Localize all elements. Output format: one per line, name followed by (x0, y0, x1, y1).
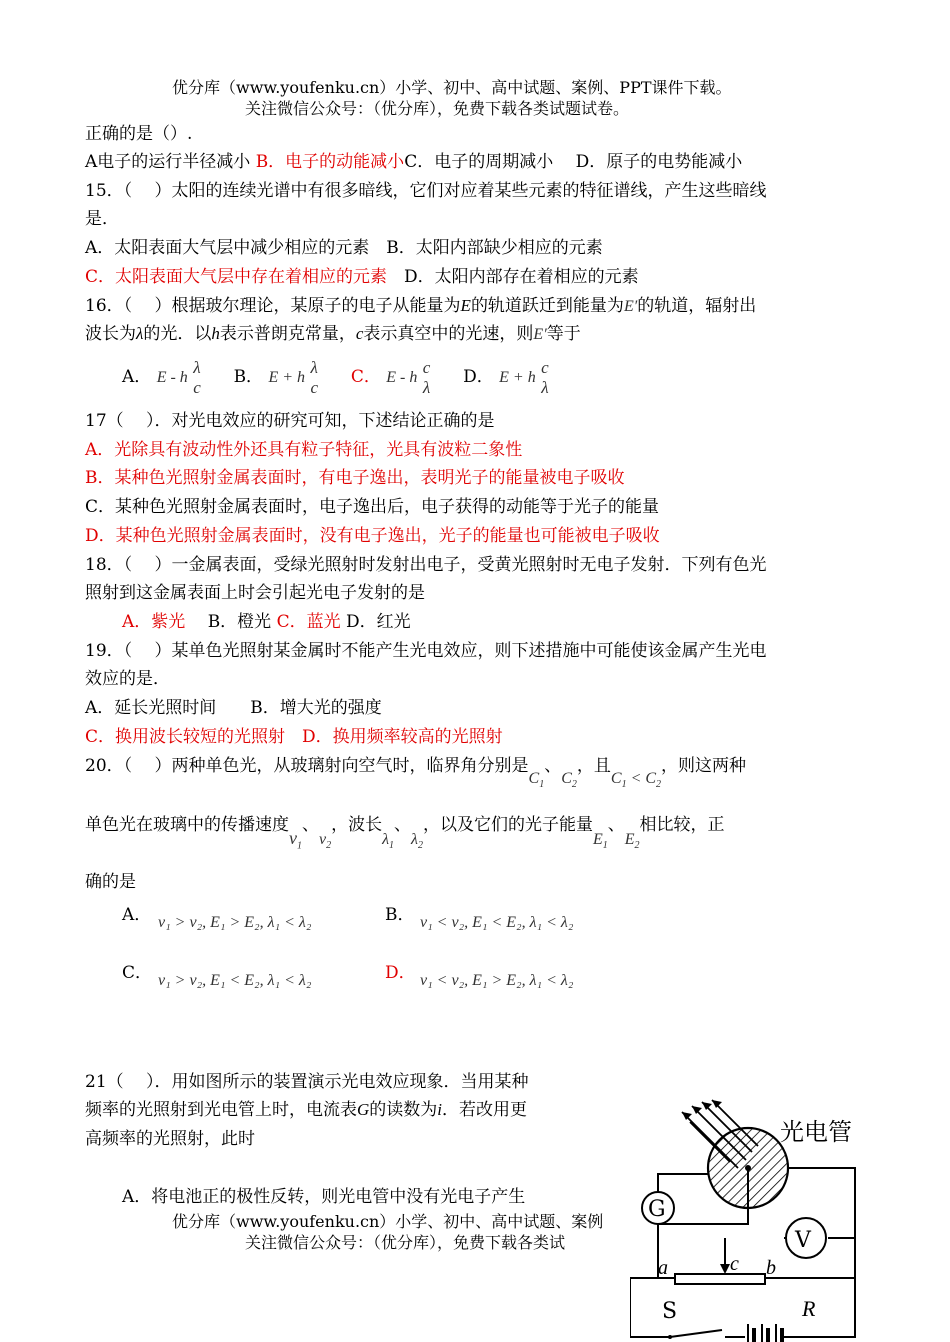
q16-den-d: λ (541, 377, 549, 397)
q19-stem-1: 19．（ ）某单色光照射某金属时不能产生光电效应，则下述措施中可能使该金属产生光电 (85, 641, 767, 661)
q16-text-3: 的轨道，辐射出 (637, 296, 757, 316)
q20-text-4: 单色光在玻璃中的传播速度 (85, 815, 289, 835)
q16-lambda-symbol: λ (136, 324, 144, 343)
photocell-label: 光电管 (780, 1118, 852, 1146)
q16-num-b: λ (310, 357, 318, 377)
rheostat (675, 1274, 765, 1284)
q17-option-b: B．某种色光照射金属表面时，有电子逸出，表明光子的能量被电子吸收 (85, 468, 625, 488)
q20-text-3: ，则这两种 (661, 756, 747, 776)
q21-stem-3: 高频率的光照射，此时 (85, 1129, 255, 1149)
slider-c: c (730, 1253, 739, 1275)
q20-label-d: D． (385, 963, 416, 983)
q16-expr-d: E + h (499, 369, 536, 386)
q21-text-c: ．若改用更 (442, 1100, 528, 1120)
terminal-b: b (766, 1257, 776, 1279)
q20-text-6: ，以及它们的光子能量 (422, 815, 593, 835)
q20-label-b: B． (385, 905, 415, 925)
q14-stem: 正确的是（）. (85, 124, 193, 144)
header-line2: 关注微信公众号：（优分库），免费下载各类试题试卷。 (245, 99, 630, 118)
q15-option-d: D．太阳内部存在着相应的元素 (404, 267, 639, 287)
q16-num-d: c (541, 357, 549, 377)
q16-h-symbol: h (211, 324, 220, 343)
q16-frac-c (423, 358, 431, 398)
header-line1: 优分库（www.youfenku.cn）小学、初中、高中试题、案例、PPT课件下载。 (172, 78, 732, 97)
q16-expr-c: E - h (386, 369, 418, 386)
q20-expr-b: v₁ < v₂, E₁ < E₂, λ₁ < λ₂ (420, 914, 574, 931)
q14-option-a: A电子的运行半径减小 (85, 152, 256, 172)
q20-text-7: 相比较，正 (639, 815, 725, 835)
q16-eprime-symbol: E′ (623, 298, 638, 315)
switch-label: S (662, 1299, 678, 1324)
q14-option-cd: C．电子的周期减小 D．原子的电势能减小 (404, 152, 743, 172)
q16-c-symbol: c (355, 324, 364, 343)
q16-text-7: 表示真空中的光速，则 (363, 324, 534, 344)
photoelectric-circuit-diagram (630, 1092, 860, 1342)
q20-label-a: A． (122, 905, 152, 925)
q16-label-a: A． (122, 367, 152, 387)
q21-text-b: 的读数为 (369, 1100, 438, 1120)
q14-options (85, 151, 742, 173)
q15-stem-1: 15．（ ）太阳的连续光谱中有很多暗线，它们对应着某些元素的特征谱线，产生这些暗线 (85, 181, 767, 201)
q16-text-4: 波长为 (85, 324, 136, 344)
q16-text-5: 的光．以 (143, 324, 212, 344)
q16-eprime-symbol-2: E′ (533, 326, 547, 343)
q16-num-a: λ (193, 357, 201, 377)
q18-options (122, 611, 411, 633)
q16-expr-a: E - h (156, 369, 188, 386)
q15-option-c: C．太阳表面大气层中存在着相应的元素 (85, 267, 388, 287)
q16-den-b: c (310, 377, 318, 397)
q16-label-d: D． (463, 367, 494, 387)
q20-stem-1: 20．（ ）两种单色光，从玻璃射向空气时，临界角分别是$C_1$、$C_2$，且$C_1 < C_2$，则这两种 (85, 756, 747, 791)
q21-stem-1: 21（ ）．用如图所示的装置演示光电效应现象．当用某种 (85, 1072, 529, 1092)
battery (748, 1324, 810, 1342)
q20-text-5: ，波长 (331, 815, 383, 835)
q16-label-c: C． (350, 367, 381, 387)
switch (670, 1330, 722, 1337)
q16-frac-a (193, 358, 201, 398)
q20-text-1: 20．（ ）两种单色光，从玻璃射向空气时，临界角分别是 (85, 756, 529, 776)
q16-den-c: λ (422, 377, 431, 397)
q16-frac-b (310, 358, 318, 398)
q16-text-8: 等于 (546, 324, 581, 344)
q15-options-ab: A．太阳表面大气层中减少相应的元素 B．太阳内部缺少相应的元素 (85, 238, 603, 258)
q16-text-6: 表示普朗克常量， (219, 324, 356, 344)
q16-stem-2 (85, 323, 581, 346)
q16-options (122, 354, 549, 400)
q18-option-c: C．蓝光 (276, 612, 341, 632)
q17-option-a: A．光除具有波动性外还具有粒子特征，光具有波粒二象性 (85, 440, 523, 460)
q15-stem-2: 是． (85, 209, 119, 229)
q20-expr-d: v₁ < v₂, E₁ > E₂, λ₁ < λ₂ (420, 972, 574, 989)
q16-e-symbol: E (460, 296, 471, 315)
galvanometer-label: G (648, 1197, 666, 1222)
q21-i-symbol: i (437, 1100, 443, 1119)
q20-expr-c: v₁ > v₂, E₁ < E₂, λ₁ < λ₂ (158, 972, 312, 989)
q18-option-a: A．紫光 (122, 612, 186, 632)
q20-stem-2: 单色光在玻璃中的传播速度$v_1$、$v_2$，波长$\lambda_1$、$\lambda_2$，以及它们的光子能量$E_1$、$E_2$相比较，正 (85, 815, 725, 852)
q17-option-c: C．某种色光照射金属表面时，电子逸出后，电子获得的动能等于光子的能量 (85, 497, 660, 517)
q16-num-c: c (422, 357, 431, 377)
q18-option-b: B．橙光 (207, 612, 272, 632)
q14-option-b: B．电子的动能减小 (255, 152, 405, 172)
q16-expr-b: E + h (268, 369, 306, 386)
q16-stem-1 (85, 295, 756, 318)
footer-line1: 优分库（www.youfenku.cn）小学、初中、高中试题、案例 (172, 1212, 604, 1231)
q16-den-a: c (193, 377, 201, 397)
q15-options-cd (85, 266, 639, 288)
q18-option-d: D．红光 (346, 612, 411, 632)
q21-option-a: A．将电池正的极性反转，则光电管中没有光电子产生 (122, 1187, 526, 1207)
voltmeter-label: V (795, 1228, 811, 1253)
q21-stem-2 (85, 1099, 527, 1121)
q16-text-2: 的轨道跃迁到能量为 (470, 296, 624, 316)
q16-text-1: 16．（ ）根据玻尔理论，某原子的电子从能量为 (85, 296, 461, 316)
q19-option-c: C．换用波长较短的光照射 (85, 727, 286, 747)
q19-option-d: D．换用频率较高的光照射 (302, 727, 503, 747)
q18-stem-1: 18．（ ）一金属表面，受绿光照射时发射出电子，受黄光照射时无电子发射．下列有色光 (85, 555, 767, 575)
q19-stem-2: 效应的是． (85, 669, 170, 689)
q20-text-2: ，且 (576, 756, 611, 776)
footer-line2: 关注微信公众号：（优分库），免费下载各类试 (245, 1233, 566, 1252)
q20-label-c: C． (122, 963, 153, 983)
q17-option-d: D．某种色光照射金属表面时，没有电子逸出，光子的能量也可能被电子吸收 (85, 526, 660, 546)
q20-stem-3: 确的是 (85, 872, 136, 892)
q17-stem: 17（ ）．对光电效应的研究可知，下述结论正确的是 (85, 411, 495, 431)
q18-stem-2: 照射到这金属表面上时会引起光电子发射的是 (85, 583, 425, 603)
terminal-a: a (658, 1257, 668, 1279)
q19-options-cd (85, 726, 503, 748)
resistor-label: R (802, 1296, 816, 1321)
q21-g-symbol: G (357, 1100, 370, 1119)
q16-label-b: B． (233, 367, 264, 387)
q21-text-a: 频率的光照射到光电管上时，电流表 (85, 1100, 357, 1120)
q19-options-ab: A．延长光照时间 B．增大光的强度 (85, 698, 382, 718)
q20-expr-a: v₁ > v₂, E₁ > E₂, λ₁ < λ₂ (158, 914, 312, 931)
q16-frac-d (541, 358, 549, 398)
